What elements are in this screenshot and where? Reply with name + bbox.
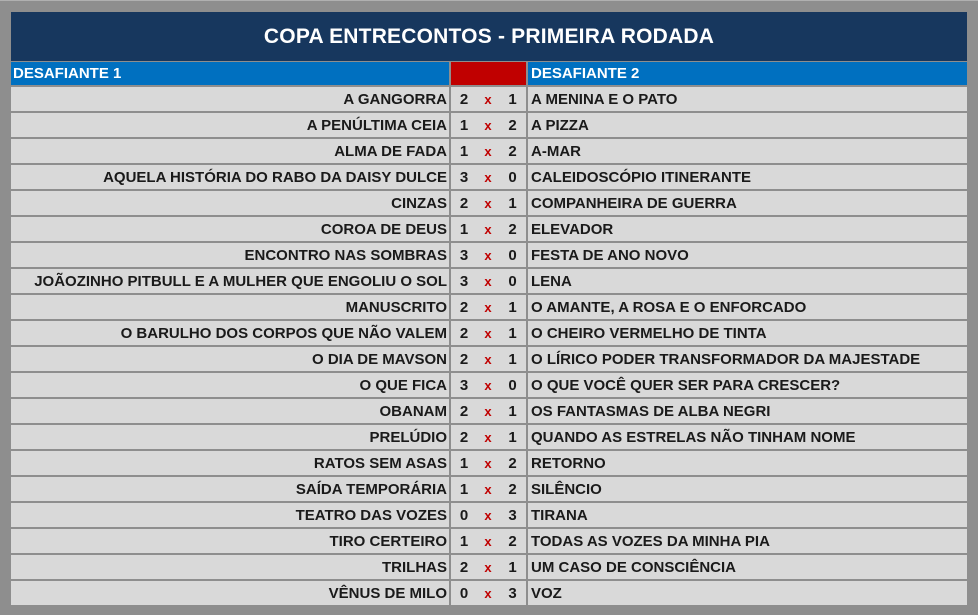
challenger-2-title: TODAS AS VOZES DA MINHA PIA [528, 529, 967, 553]
versus-mark: x [477, 477, 499, 501]
versus-mark: x [477, 243, 499, 267]
versus-mark: x [477, 139, 499, 163]
challenger-2-title: TIRANA [528, 503, 967, 527]
challenger-1-title: ENCONTRO NAS SOMBRAS [11, 243, 449, 267]
versus-mark: x [477, 425, 499, 449]
versus-mark: x [477, 503, 499, 527]
header-desafiante-1: DESAFIANTE 1 [11, 62, 449, 85]
score-1: 1 [451, 217, 477, 241]
challenger-1-title: SAÍDA TEMPORÁRIA [11, 477, 449, 501]
table-row [11, 139, 967, 163]
versus-mark: x [477, 321, 499, 345]
score-1: 3 [451, 269, 477, 293]
score-2: 1 [499, 87, 526, 111]
score-1: 2 [451, 321, 477, 345]
header-score-block [451, 62, 526, 85]
page-title: COPA ENTRECONTOS - PRIMEIRA RODADA [11, 12, 967, 61]
score-1: 1 [451, 113, 477, 137]
challenger-1-title: TEATRO DAS VOZES [11, 503, 449, 527]
table-row [11, 165, 967, 189]
score-2: 2 [499, 113, 526, 137]
score-2: 2 [499, 139, 526, 163]
score-1: 3 [451, 373, 477, 397]
versus-mark: x [477, 451, 499, 475]
challenger-1-title: MANUSCRITO [11, 295, 449, 319]
table-row [11, 191, 967, 215]
challenger-2-title: LENA [528, 269, 967, 293]
challenger-2-title: RETORNO [528, 451, 967, 475]
versus-mark: x [477, 217, 499, 241]
score-2: 2 [499, 217, 526, 241]
challenger-1-title: PRELÚDIO [11, 425, 449, 449]
score-2: 0 [499, 165, 526, 189]
challenger-2-title: A-MAR [528, 139, 967, 163]
challenger-2-title: ELEVADOR [528, 217, 967, 241]
score-1: 3 [451, 165, 477, 189]
score-1: 1 [451, 477, 477, 501]
challenger-2-title: OS FANTASMAS DE ALBA NEGRI [528, 399, 967, 423]
versus-mark: x [477, 399, 499, 423]
score-2: 1 [499, 191, 526, 215]
score-1: 3 [451, 243, 477, 267]
challenger-2-title: UM CASO DE CONSCIÊNCIA [528, 555, 967, 579]
score-1: 2 [451, 425, 477, 449]
challenger-2-title: O LÍRICO PODER TRANSFORMADOR DA MAJESTADE [528, 347, 967, 371]
score-2: 1 [499, 321, 526, 345]
challenger-1-title: OBANAM [11, 399, 449, 423]
challenger-1-title: O QUE FICA [11, 373, 449, 397]
column-header-row [11, 62, 967, 85]
table-row [11, 503, 967, 527]
score-2: 1 [499, 555, 526, 579]
score-2: 2 [499, 529, 526, 553]
header-desafiante-2: DESAFIANTE 2 [528, 62, 967, 85]
table-row [11, 555, 967, 579]
challenger-1-title: TRILHAS [11, 555, 449, 579]
challenger-2-title: COMPANHEIRA DE GUERRA [528, 191, 967, 215]
score-1: 0 [451, 503, 477, 527]
score-2: 2 [499, 451, 526, 475]
challenger-1-title: O DIA DE MAVSON [11, 347, 449, 371]
versus-mark: x [477, 555, 499, 579]
challenger-2-title: A MENINA E O PATO [528, 87, 967, 111]
challenger-1-title: JOÃOZINHO PITBULL E A MULHER QUE ENGOLIU O SOL [11, 269, 449, 293]
score-1: 1 [451, 139, 477, 163]
score-1: 0 [451, 581, 477, 605]
challenger-2-title: O CHEIRO VERMELHO DE TINTA [528, 321, 967, 345]
score-2: 3 [499, 503, 526, 527]
score-2: 1 [499, 295, 526, 319]
score-2: 0 [499, 269, 526, 293]
score-1: 1 [451, 529, 477, 553]
score-1: 2 [451, 191, 477, 215]
versus-mark: x [477, 269, 499, 293]
match-table [11, 87, 967, 607]
challenger-1-title: A GANGORRA [11, 87, 449, 111]
score-1: 2 [451, 347, 477, 371]
score-2: 3 [499, 581, 526, 605]
score-1: 2 [451, 399, 477, 423]
challenger-2-title: CALEIDOSCÓPIO ITINERANTE [528, 165, 967, 189]
table-row [11, 425, 967, 449]
challenger-2-title: O AMANTE, A ROSA E O ENFORCADO [528, 295, 967, 319]
score-1: 2 [451, 87, 477, 111]
challenger-2-title: A PIZZA [528, 113, 967, 137]
score-2: 1 [499, 399, 526, 423]
versus-mark: x [477, 347, 499, 371]
table-row [11, 347, 967, 371]
score-2: 0 [499, 373, 526, 397]
challenger-2-title: VOZ [528, 581, 967, 605]
challenger-1-title: CINZAS [11, 191, 449, 215]
challenger-1-title: RATOS SEM ASAS [11, 451, 449, 475]
table-row [11, 269, 967, 293]
score-2: 1 [499, 347, 526, 371]
challenger-1-title: A PENÚLTIMA CEIA [11, 113, 449, 137]
table-row [11, 373, 967, 397]
versus-mark: x [477, 529, 499, 553]
table-row [11, 477, 967, 501]
score-1: 2 [451, 555, 477, 579]
score-2: 2 [499, 477, 526, 501]
versus-mark: x [477, 87, 499, 111]
challenger-1-title: O BARULHO DOS CORPOS QUE NÃO VALEM [11, 321, 449, 345]
table-row [11, 87, 967, 111]
challenger-1-title: VÊNUS DE MILO [11, 581, 449, 605]
challenger-1-title: ALMA DE FADA [11, 139, 449, 163]
challenger-2-title: SILÊNCIO [528, 477, 967, 501]
score-2: 0 [499, 243, 526, 267]
versus-mark: x [477, 373, 499, 397]
challenger-1-title: TIRO CERTEIRO [11, 529, 449, 553]
challenger-2-title: FESTA DE ANO NOVO [528, 243, 967, 267]
table-row [11, 529, 967, 553]
versus-mark: x [477, 113, 499, 137]
table-row [11, 321, 967, 345]
score-1: 2 [451, 295, 477, 319]
versus-mark: x [477, 295, 499, 319]
challenger-1-title: AQUELA HISTÓRIA DO RABO DA DAISY DULCE [11, 165, 449, 189]
versus-mark: x [477, 165, 499, 189]
table-row [11, 399, 967, 423]
table-row [11, 113, 967, 137]
score-1: 1 [451, 451, 477, 475]
challenger-2-title: QUANDO AS ESTRELAS NÃO TINHAM NOME [528, 425, 967, 449]
table-row [11, 295, 967, 319]
table-row [11, 243, 967, 267]
challenger-2-title: O QUE VOCÊ QUER SER PARA CRESCER? [528, 373, 967, 397]
challenger-1-title: COROA DE DEUS [11, 217, 449, 241]
versus-mark: x [477, 191, 499, 215]
versus-mark: x [477, 581, 499, 605]
score-2: 1 [499, 425, 526, 449]
table-row [11, 217, 967, 241]
table-row [11, 581, 967, 605]
table-row [11, 451, 967, 475]
